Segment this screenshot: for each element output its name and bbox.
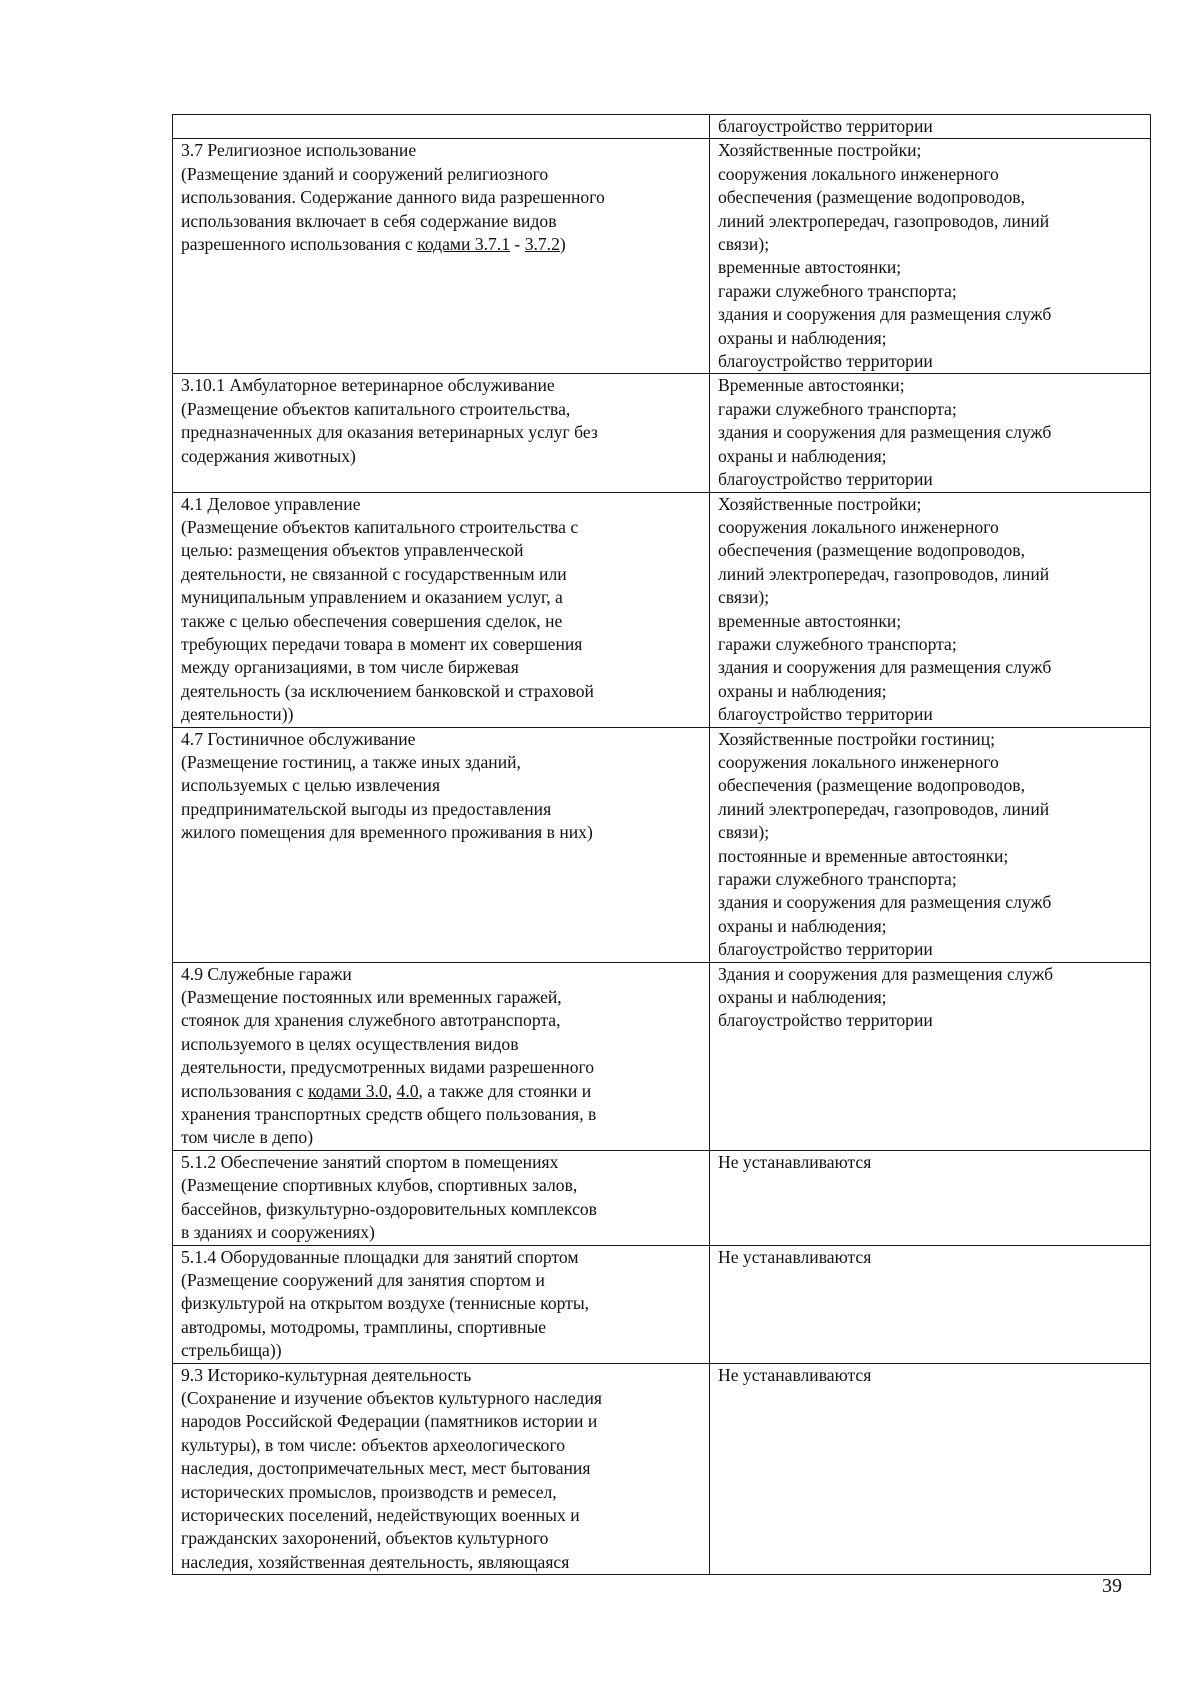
- table-row: [173, 492, 1151, 727]
- text-line: стрельбища)): [181, 1340, 282, 1361]
- auxiliary-use-cell: [710, 727, 1151, 962]
- text-line: гаражи служебного транспорта;: [718, 869, 957, 889]
- text-line: [181, 1080, 703, 1103]
- text-line: (Размещение спортивных клубов, спортивных залов,: [181, 1175, 578, 1196]
- text-line: благоустройство территории: [718, 469, 933, 490]
- text-line: линий электропередач, газопроводов, линий: [718, 210, 1050, 231]
- text-line: Хозяйственные постройки;: [718, 140, 922, 161]
- use-type-cell: [173, 1245, 710, 1363]
- text-fragment: ): [559, 234, 566, 255]
- text-line: обеспечения (размещение водопроводов,: [718, 187, 1026, 208]
- auxiliary-use-cell: [710, 1245, 1151, 1363]
- text-line: благоустройство территории: [718, 116, 933, 136]
- text-line: в зданиях и сооружениях): [181, 1222, 375, 1243]
- text-fragment: -: [510, 234, 525, 255]
- text-fragment: ,: [387, 1080, 397, 1101]
- text-line: хранения транспортных средств общего пользования, в: [181, 1104, 597, 1125]
- auxiliary-use-cell: [710, 374, 1151, 492]
- text-line: постоянные и временные автостоянки;: [718, 845, 1009, 866]
- text-line: гаражи служебного транспорта;: [718, 280, 957, 301]
- text-line: здания и сооружения для размещения служб: [718, 422, 1052, 443]
- text-line: между организациями, в том числе биржевая: [181, 657, 519, 678]
- auxiliary-use-cell: [710, 115, 1151, 139]
- table-row: [173, 727, 1151, 962]
- table-row: [173, 374, 1151, 492]
- use-type-cell: [173, 727, 710, 962]
- table-row: [173, 962, 1151, 1150]
- text-line: Хозяйственные постройки гостиниц;: [718, 728, 996, 749]
- text-line: [181, 233, 703, 256]
- text-line: здания и сооружения для размещения служб: [718, 657, 1052, 678]
- text-line: предпринимательской выгоды из предоставления: [181, 798, 552, 819]
- code-link[interactable]: 4.0: [396, 1080, 419, 1101]
- text-line: сооружения локального инженерного: [718, 516, 999, 537]
- text-line: целью: размещения объектов управленческой: [181, 540, 524, 561]
- use-type-title: 9.3 Историко-культурная деятельность: [181, 1364, 472, 1385]
- text-line: здания и сооружения для размещения служб: [718, 304, 1052, 325]
- use-type-title: 4.1 Деловое управление: [181, 493, 361, 514]
- auxiliary-use-cell: [710, 1150, 1151, 1245]
- text-line: также с целью обеспечения совершения сделок, не: [181, 610, 563, 631]
- use-type-cell: [173, 115, 710, 139]
- text-line: охраны и наблюдения;: [718, 915, 887, 936]
- text-line: связи);: [718, 234, 770, 255]
- text-line: муниципальным управлением и оказанием услуг, а: [181, 587, 563, 608]
- text-line: благоустройство территории: [718, 1010, 933, 1031]
- text-line: том числе в депо): [181, 1127, 314, 1148]
- text-line: деятельность (за исключением банковской и страховой: [181, 680, 594, 701]
- text-line: обеспечения (размещение водопроводов,: [718, 540, 1026, 561]
- use-type-cell: [173, 1363, 710, 1575]
- text-line: благоустройство территории: [718, 351, 933, 372]
- text-line: физкультурой на открытом воздухе (теннисные корты,: [181, 1293, 590, 1314]
- text-line: благоустройство территории: [718, 939, 933, 960]
- text-line: Здания и сооружения для размещения служб: [718, 963, 1054, 984]
- text-line: линий электропередач, газопроводов, линий: [718, 798, 1050, 819]
- text-line: наследия, достопримечательных мест, мест бытования: [181, 1458, 591, 1479]
- text-line: обеспечения (размещение водопроводов,: [718, 775, 1026, 796]
- text-line: сооружения локального инженерного: [718, 751, 999, 772]
- text-line: содержания животных): [181, 445, 356, 466]
- text-line: предназначенных для оказания ветеринарных услуг без: [181, 422, 598, 443]
- text-line: охраны и наблюдения;: [718, 987, 887, 1008]
- text-line: (Размещение зданий и сооружений религиозного: [181, 163, 549, 184]
- text-line: охраны и наблюдения;: [718, 327, 887, 348]
- use-type-title: 5.1.4 Оборудованные площадки для занятий спортом: [181, 1246, 579, 1267]
- text-line: используемых с целью извлечения: [181, 775, 441, 796]
- text-line: требующих передачи товара в момент их совершения: [181, 633, 583, 654]
- text-line: связи);: [718, 822, 770, 843]
- use-type-title: 4.7 Гостиничное обслуживание: [181, 728, 416, 749]
- text-line: охраны и наблюдения;: [718, 445, 887, 466]
- text-line: деятельности)): [181, 704, 294, 725]
- use-type-title: 3.10.1 Амбулаторное ветеринарное обслуживание: [181, 375, 555, 396]
- text-line: народов Российской Федерации (памятников истории и: [181, 1411, 598, 1432]
- text-line: благоустройство территории: [718, 704, 933, 725]
- text-line: гражданских захоронений, объектов культурного: [181, 1528, 549, 1549]
- text-line: Не устанавливаются: [718, 1364, 872, 1385]
- auxiliary-use-cell: [710, 139, 1151, 374]
- text-line: временные автостоянки;: [718, 610, 902, 631]
- use-type-cell: [173, 492, 710, 727]
- use-type-cell: [173, 139, 710, 374]
- text-line: используемого в целях осуществления видов: [181, 1033, 519, 1054]
- permitted-use-table: [172, 114, 1151, 1575]
- text-line: (Размещение постоянных или временных гаражей,: [181, 987, 562, 1008]
- text-line: Временные автостоянки;: [718, 375, 905, 396]
- text-line: деятельности, не связанной с государственным или: [181, 563, 567, 584]
- use-type-cell: [173, 374, 710, 492]
- use-type-title: 5.1.2 Обеспечение занятий спортом в помещениях: [181, 1151, 559, 1172]
- use-type-title: 4.9 Служебные гаражи: [181, 963, 352, 984]
- text-line: связи);: [718, 587, 770, 608]
- text-line: Не устанавливаются: [718, 1246, 872, 1267]
- text-line: гаражи служебного транспорта;: [718, 398, 957, 419]
- text-line: (Сохранение и изучение объектов культурного наследия: [181, 1387, 602, 1408]
- text-line: жилого помещения для временного проживания в них): [181, 822, 593, 843]
- text-fragment: , а также для стоянки и: [418, 1080, 592, 1101]
- text-line: сооружения локального инженерного: [718, 163, 999, 184]
- auxiliary-use-cell: [710, 492, 1151, 727]
- text-fragment: использования с: [181, 1080, 309, 1101]
- text-line: (Размещение объектов капитального строительства,: [181, 398, 571, 419]
- use-type-title: 3.7 Религиозное использование: [181, 140, 417, 161]
- table-row: [173, 1150, 1151, 1245]
- text-line: (Размещение сооружений для занятия спортом и: [181, 1269, 545, 1290]
- use-type-cell: [173, 1150, 710, 1245]
- code-link[interactable]: кодами 3.7.1: [417, 234, 511, 255]
- text-line: автодромы, мотодромы, трамплины, спортивные: [181, 1316, 547, 1337]
- auxiliary-use-cell: [710, 962, 1151, 1150]
- text-line: использования. Содержание данного вида разрешенного: [181, 187, 605, 208]
- page-number: 39: [1102, 1575, 1122, 1597]
- table-row: [173, 1363, 1151, 1575]
- use-type-cell: [173, 962, 710, 1150]
- text-line: бассейнов, физкультурно-оздоровительных комплексов: [181, 1198, 597, 1219]
- code-link[interactable]: кодами 3.0: [308, 1080, 388, 1101]
- text-line: охраны и наблюдения;: [718, 680, 887, 701]
- text-line: использования включает в себя содержание видов: [181, 210, 557, 231]
- text-line: исторических поселений, недействующих военных и: [181, 1504, 580, 1525]
- table-row: [173, 115, 1151, 139]
- text-line: стоянок для хранения служебного автотранспорта,: [181, 1010, 561, 1031]
- code-link[interactable]: 3.7.2: [524, 234, 560, 255]
- text-line: гаражи служебного транспорта;: [718, 633, 957, 654]
- text-line: временные автостоянки;: [718, 257, 902, 278]
- text-line: культуры), в том числе: объектов археологического: [181, 1434, 566, 1455]
- text-line: исторических промыслов, производств и ремесел,: [181, 1481, 557, 1502]
- text-line: (Размещение гостиниц, а также иных зданий,: [181, 751, 521, 772]
- table-row: [173, 139, 1151, 374]
- text-line: наследия, хозяйственная деятельность, являющаяся: [181, 1551, 570, 1572]
- text-line: здания и сооружения для размещения служб: [718, 892, 1052, 913]
- table-row: [173, 1245, 1151, 1363]
- auxiliary-use-cell: [710, 1363, 1151, 1575]
- text-fragment: разрешенного использования с: [181, 234, 418, 255]
- text-line: Хозяйственные постройки;: [718, 493, 922, 514]
- text-line: линий электропередач, газопроводов, линий: [718, 563, 1050, 584]
- text-line: деятельности, предусмотренных видами разрешенного: [181, 1057, 595, 1078]
- text-line: Не устанавливаются: [718, 1151, 872, 1172]
- text-line: (Размещение объектов капитального строительства с: [181, 516, 579, 537]
